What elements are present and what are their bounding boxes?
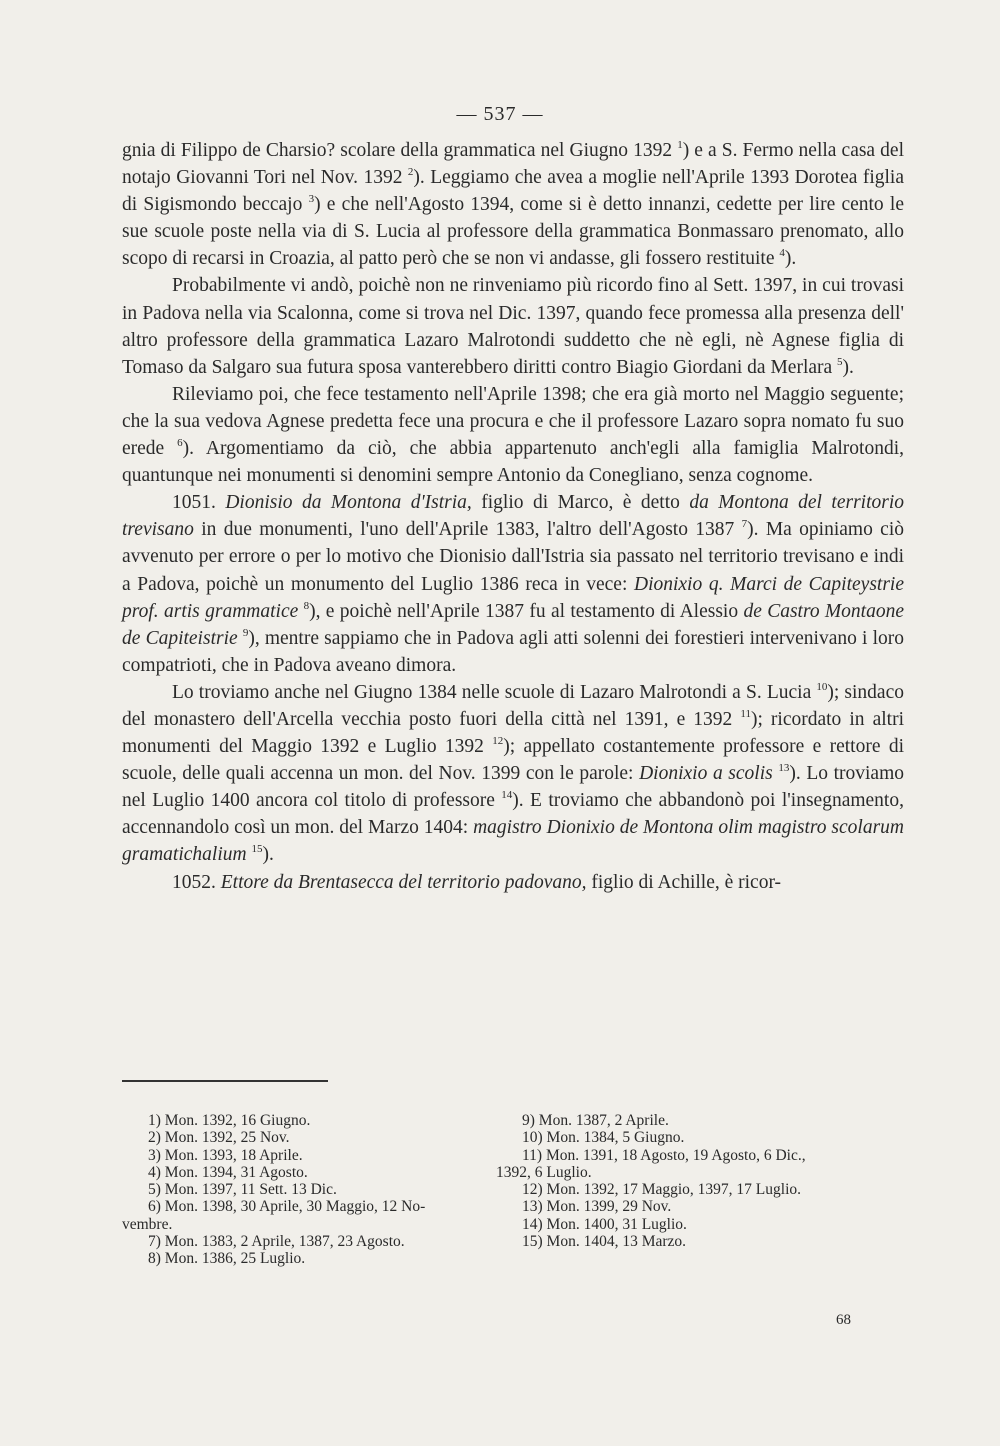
footnote-mark: 1) [148,1112,161,1129]
text-run: Probabilmente vi andò, poichè non ne rinveniamo più ricordo fino al Sett. 1397, in cui trovasi in Padova nella via Scalonna, come si trova nel Dic. 1397, quando fece promessa alla presenza dell' altro professore della grammatica Lazaro Malrotondi suddetto che nè egli, nè Agnese figlia di Tomaso da Salgaro sua futura sposa vanterebbero diritti contro Biagio Giordani da Merlara [122,275,904,378]
footnote-text: Mon. 1384, 5 Giugno. [546,1129,685,1147]
text-run: ) e che nell'Agosto 1394, come si è detto innanzi, cedette per lire cento le sue scuole poste nella via di S. Lucia al professore della grammatica Bonmassaro prenomato, allo scopo di recarsi in Croazia, al patto però che se non vi andasse, gli fossero restituite [122,194,904,270]
footnote-text: Mon. 1404, 13 Marzo. [546,1233,687,1251]
footnote-mark: 3) [148,1146,161,1164]
footnote [522,1147,904,1164]
text-run: figlio di Marco, è detto [471,492,690,514]
footnote-continuation: 1392, 6 Luglio. [496,1163,592,1181]
footnote [148,1147,488,1164]
footnote-reference: 1 [677,139,683,151]
footnote-reference: 9 [242,626,249,639]
footnote-reference: 5 [837,355,843,368]
footnote-mark: 14) [522,1215,543,1233]
text-run: 1051. [172,492,226,514]
footnote-reference: 14 [501,789,513,802]
footnote-text: Mon. 1392, 16 Giugno. [164,1112,311,1129]
text-run: ), e poichè nell'Aprile 1387 fu al testamento di Alessio [309,600,744,622]
footnote-reference: 15 [251,843,263,856]
footnote-mark: 8) [148,1250,161,1268]
footnotes-left-column [122,1112,488,1268]
italic-text: Dionixio q. Marci de Capiteystrie prof. artis grammatice [122,573,904,622]
text-run: 1052. [172,871,221,893]
italic-text: Ettore da Brentasecca del territorio padovano, [220,871,587,893]
footnote-mark: 13) [522,1198,543,1216]
footnote-mark: 11) [522,1146,543,1164]
footnote [148,1129,488,1146]
italic-text: Dionisio da Montona d'Istria, [225,492,472,514]
footnote [148,1250,488,1267]
text-run: ); sindaco del monastero dell'Arcella vecchia posto fuori della città nel 1391, e 1392 [122,681,904,730]
footnote-reference: 12 [492,735,504,748]
text-run: ); ricordato in altri monumenti del Maggio 1392 e Luglio 1392 [122,708,904,758]
footnote-mark: 7) [148,1233,161,1251]
text-run: ), mentre sappiamo che in Padova agli atti solenni dei forestieri intervenivano i loro compatrioti, che in Padova aveano dimora. [122,627,904,676]
italic-text: Dionixio a scolis [639,763,773,785]
text-run: ). [842,356,854,378]
footnote-reference: 13 [778,762,790,775]
footnote-mark: 6) [148,1198,161,1216]
text-run: ). E troviamo che abbandonò poi l'insegnamento, accennandolo così un mon. del Marzo 1404: [122,790,904,839]
text-run: ). [262,844,274,866]
footnote-text: Mon. 1387, 2 Aprile. [538,1112,669,1129]
paragraph [122,869,904,896]
footnote [522,1216,904,1233]
paragraph [122,489,904,679]
footnote-text: Mon. 1394, 31 Agosto. [164,1163,308,1181]
footnote-text: Mon. 1397, 11 Sett. 13 Dic. [164,1181,337,1199]
footnote-text: Mon. 1391, 18 Agosto, 19 Agosto, 6 Dic., [545,1146,806,1164]
footnote-reference: 4 [779,247,785,260]
footnote-reference: 8 [303,599,310,612]
footnote-reference: 6 [177,437,183,450]
text-run: in due monumenti, l'uno dell'Aprile 1383, l'altro dell'Agosto 1387 [193,519,742,541]
footnote-text: Mon. 1399, 29 Nov. [546,1198,672,1216]
text-run: Lo troviamo anche nel Giugno 1384 nelle scuole di Lazaro Malrotondi a S. Lucia [172,681,817,703]
footnote-text: Mon. 1393, 18 Aprile. [164,1146,303,1164]
footnote-mark: 10) [522,1129,543,1147]
italic-text: da Montona del territorio trevisano [122,492,905,541]
footnote [522,1233,904,1250]
footnote-text: Mon. 1386, 25 Luglio. [164,1250,306,1268]
footnote-mark: 4) [148,1163,161,1181]
text-run: ). Lo troviamo nel Luglio 1400 ancora col titolo di professore [122,763,904,812]
signature-mark: 68 [836,1312,851,1328]
footnote-reference: 11 [740,707,751,720]
paragraph [122,679,904,869]
footnote [148,1198,488,1215]
footnote-reference: 7 [741,518,748,531]
footnote-continuation: vembre. [122,1215,173,1233]
paragraph [122,381,904,489]
footnote-mark: 2) [148,1129,161,1147]
footnote-mark: 12) [522,1181,543,1199]
footnote-text: Mon. 1392, 17 Maggio, 1397, 17 Luglio. [546,1181,802,1199]
footnote-text: Mon. 1383, 2 Aprile, 1387, 23 Agosto. [164,1233,405,1251]
footnote [522,1129,904,1146]
footnote-text: Mon. 1392, 25 Nov. [164,1129,290,1147]
text-run: ). Argomentiamo da ciò, che abbia appartenuto anch'egli alla famiglia Malrotondi, quantunque nei monumenti si denomini sempre Antonio da Conegliano, senza cognome. [122,438,904,487]
footnote-text: Mon. 1398, 30 Aprile, 30 Maggio, 12 No- [164,1198,426,1216]
footnote-reference: 2 [407,166,414,179]
text-run: ) e a S. Fermo nella casa del notajo Giovanni Tori nel Nov. 1392 [122,140,904,189]
paragraph [122,272,904,380]
text-run: figlio di Achille, è ricor- [586,871,782,893]
footnote [148,1164,488,1181]
footnote-reference: 3 [308,193,315,206]
footnote-divider [122,1080,328,1082]
footnote [522,1181,904,1198]
footnotes-right-column [496,1112,904,1251]
footnote-mark: 9) [522,1112,535,1129]
footnote-mark: 15) [522,1233,543,1251]
text-run: ). [784,248,797,270]
text-run: gnia di Filippo de Charsio? scolare della grammatica nel Giugno 1392 [122,140,678,161]
italic-text: de Castro Montaone de Capiteistrie [122,600,904,649]
footnote [148,1112,488,1129]
footnote [522,1112,904,1129]
body-text [122,137,904,896]
italic-text: magistro Dionixio de Montona olim magistro scolarum gramatichalium [122,817,904,866]
paragraph [122,137,904,272]
text-run: ). Leggiamo che avea a moglie nell'Aprile 1393 Dorotea figlia di Sigismondo beccajo [122,167,905,216]
text-run: ). Ma opiniamo ciò avvenuto per errore o per lo motivo che Dionisio dall'Istria sia passato nel territorio trevisano e indi a Padova, poichè un monumento del Luglio 1386 reca in vece: [122,519,904,595]
footnote [148,1181,488,1198]
footnote [148,1233,488,1250]
footnote-mark: 5) [148,1181,161,1199]
footnote-reference: 10 [816,680,828,693]
footnote-text: Mon. 1400, 31 Luglio. [546,1215,687,1233]
footnote [522,1198,904,1215]
text-run: Rileviamo poi, che fece testamento nell'Aprile 1398; che era già morto nel Maggio seguente; che la sua vedova Agnese predetta fece una procura e che il professore Lazaro sopra nomato fu suo erede [122,383,904,460]
page-number: — 537 — [456,103,544,125]
text-run: ); appellato costantemente professore e rettore di scuole, delle quali accenna un mon. del Nov. 1399 con le parole: [122,736,904,785]
